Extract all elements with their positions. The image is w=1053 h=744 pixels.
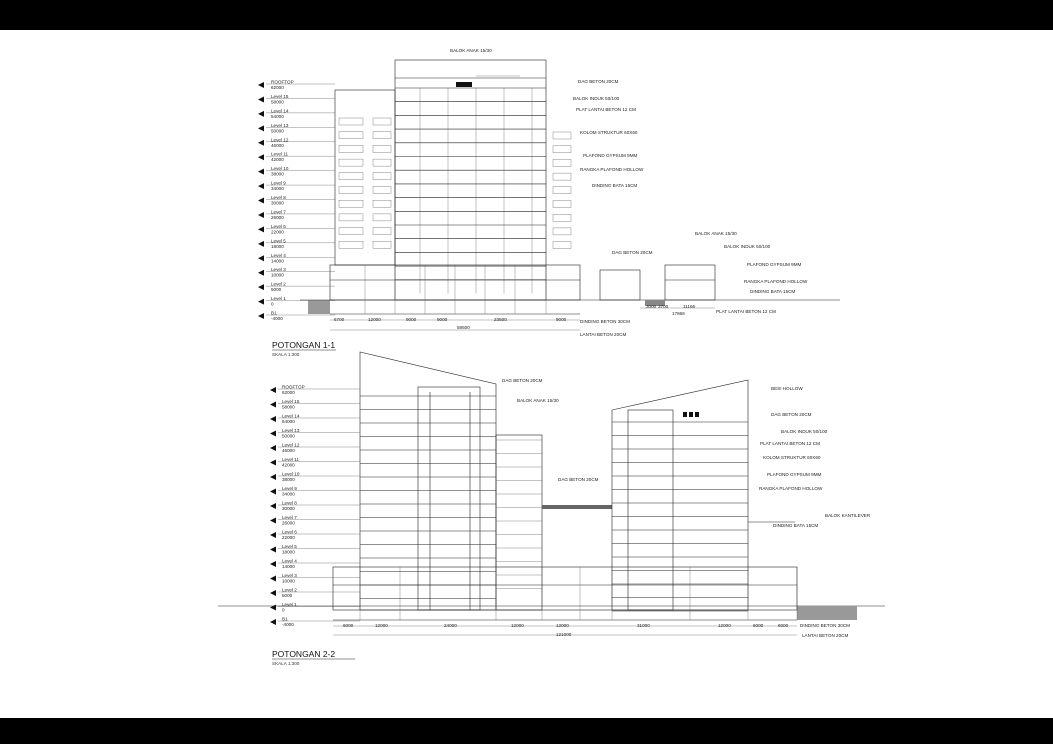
roof-equipment xyxy=(456,82,472,87)
level-elevation: 0 xyxy=(271,301,274,307)
annotation-label: DAG BETON 20CM xyxy=(578,79,619,84)
level-name: B1 xyxy=(271,310,277,316)
level-marker-icon xyxy=(258,270,264,276)
level-elevation: 5000 xyxy=(282,593,293,598)
dimension-value: 24000 xyxy=(444,623,457,628)
window-right xyxy=(553,146,571,153)
annotation-label: DAG BETON 20CM xyxy=(771,412,812,417)
level-name: Level 8 xyxy=(271,195,286,200)
annotation-label: DAG BETON 20CM xyxy=(558,477,599,482)
dimension-value: 3700 xyxy=(658,304,669,309)
annotation-label: PLAFOND GYPSUM 9MM xyxy=(583,153,638,158)
dimension-value: 12000 xyxy=(511,623,524,628)
dimension-value: 12000 xyxy=(368,317,381,322)
level-name: Level 2 xyxy=(271,281,286,287)
level-marker-icon xyxy=(258,212,264,218)
level-elevation: 46000 xyxy=(271,142,284,148)
tower-floor-slabs xyxy=(395,88,546,294)
sky-bridge xyxy=(542,505,612,509)
level-marker-icon xyxy=(270,387,276,393)
level-elevation: 10000 xyxy=(282,578,295,584)
annotation-label: RANGKA PLAFOND HOLLOW xyxy=(759,486,823,491)
level-elevation: 18000 xyxy=(282,549,295,555)
level-name: Level 3 xyxy=(271,267,286,273)
window-left-a xyxy=(339,228,363,235)
window-left-a xyxy=(339,145,363,152)
tower-outline xyxy=(395,60,546,300)
window-left-b xyxy=(373,132,391,139)
level-name: Level 7 xyxy=(271,209,286,215)
level-marker-icon xyxy=(258,183,264,189)
podium-2-columns xyxy=(360,567,797,620)
podium-2-outline xyxy=(333,567,797,610)
level-marker-icon xyxy=(270,431,276,437)
level-marker-icon xyxy=(258,284,264,290)
annotation-label: PLAFOND GYPSUM 9MM xyxy=(767,472,822,477)
right-wing-windows xyxy=(553,132,571,249)
annotation-label: PLAFOND GYPSUM 9MM xyxy=(747,262,802,267)
dimension-value: 11166 xyxy=(683,304,696,309)
podium-columns xyxy=(365,265,546,314)
window-left-b xyxy=(373,159,391,166)
level-name: Level 3 xyxy=(282,573,297,578)
window-left-b xyxy=(373,241,391,248)
middle-block-floors xyxy=(496,440,542,589)
level-marker-icon xyxy=(270,402,276,408)
level-name: Level 10 xyxy=(271,166,289,172)
level-elevation: 5000 xyxy=(271,287,282,293)
level-marker-icon xyxy=(258,241,264,247)
level-name: B1 xyxy=(282,616,288,622)
section-1-1 xyxy=(258,48,840,357)
dimension-value: 6000 xyxy=(343,623,354,628)
level-name: Level 6 xyxy=(271,223,286,229)
middle-block-outline xyxy=(496,435,542,610)
level-marker-icon xyxy=(270,503,276,509)
level-marker-icon xyxy=(270,518,276,524)
level-name: Level 6 xyxy=(282,529,297,535)
window-left-b xyxy=(373,118,391,125)
level-elevation: -4000 xyxy=(271,316,283,321)
annotation-label: DINDING BATA 15CM xyxy=(592,183,638,188)
soil-hatch-2 xyxy=(797,606,857,620)
level-elevation: 62000 xyxy=(271,85,284,90)
window-left-a xyxy=(339,241,363,248)
annotation-label: KOLOM STRUKTUR 60X60 xyxy=(580,130,638,135)
level-name: Level 5 xyxy=(271,238,286,244)
level-marker-icon xyxy=(270,445,276,451)
level-elevation: 50000 xyxy=(282,433,295,439)
level-name: Level 1 xyxy=(282,602,297,607)
level-elevation: 14000 xyxy=(271,258,284,264)
annex-stair xyxy=(600,270,640,300)
left-core xyxy=(418,387,480,610)
dimension-value: 12000 xyxy=(718,623,731,628)
left-wing-windows xyxy=(339,118,391,248)
level-name: Level 14 xyxy=(271,108,289,114)
section-drawing xyxy=(0,30,1053,718)
window-right xyxy=(553,214,571,221)
level-elevation: 34000 xyxy=(282,491,295,497)
level-elevation: 22000 xyxy=(282,535,295,540)
section-2-title: POTONGAN 2-2 xyxy=(272,649,336,659)
annotation-label: PLAT LANTAI BETON 12 CM xyxy=(716,309,776,314)
level-name: Level 12 xyxy=(282,442,300,448)
window-right xyxy=(553,228,571,235)
window-right xyxy=(553,242,571,249)
level-name: Level 8 xyxy=(282,500,297,506)
level-name: Level 11 xyxy=(282,457,300,462)
level-elevation: 50000 xyxy=(271,128,284,134)
dimension-value: 23500 xyxy=(494,317,507,322)
level-marker-icon xyxy=(270,576,276,582)
section-1-scale: SKALA 1:300 xyxy=(272,352,300,357)
level-name: Level 9 xyxy=(282,486,297,491)
annotation-label: BALOK KANTILEVER xyxy=(825,513,871,518)
section-2-scale: SKALA 1:300 xyxy=(272,661,300,666)
level-marker-icon xyxy=(258,226,264,232)
level-elevation: 18000 xyxy=(271,243,284,249)
level-name: ROOFTOP xyxy=(271,79,294,85)
section-1-title: POTONGAN 1-1 xyxy=(272,340,336,350)
dimension-value: 17866 xyxy=(672,311,685,316)
window-left-a xyxy=(339,118,363,125)
level-name: Level 14 xyxy=(282,413,300,419)
window-left-a xyxy=(339,200,363,207)
window-right xyxy=(553,201,571,208)
right-core xyxy=(628,410,673,610)
level-marker-icon xyxy=(258,82,264,88)
dimension-value: 31000 xyxy=(637,623,650,628)
level-elevation: 58000 xyxy=(271,99,284,105)
dimension-value: 59500 xyxy=(457,325,470,330)
left-tower-floors xyxy=(360,396,496,599)
dimension-value: 121000 xyxy=(556,632,572,637)
level-marker-icon xyxy=(258,299,264,305)
window-left-a xyxy=(339,214,363,221)
level-elevation: 42000 xyxy=(282,462,295,468)
level-elevation: 14000 xyxy=(282,564,295,569)
annotation-label: DAG BETON 20CM xyxy=(612,250,653,255)
window-right xyxy=(553,159,571,166)
window-left-b xyxy=(373,145,391,152)
window-left-a xyxy=(339,187,363,194)
level-elevation: 42000 xyxy=(271,157,284,163)
level-marker-icon xyxy=(270,590,276,596)
window-right xyxy=(553,187,571,194)
annotation-label: PLAT LANTAI BETON 12 CM xyxy=(576,107,636,112)
level-elevation: 38000 xyxy=(282,477,295,482)
level-marker-icon xyxy=(258,125,264,131)
window-left-b xyxy=(373,214,391,221)
level-marker-icon xyxy=(258,198,264,204)
level-marker-icon xyxy=(270,547,276,553)
annotation-label: KOLOM STRUKTUR 60X60 xyxy=(763,455,821,460)
level-elevation: 54000 xyxy=(282,419,295,424)
level-name: Level 4 xyxy=(271,252,286,258)
annotation-label: BALOK ANAK 15/30 xyxy=(450,48,492,53)
level-name: Level 10 xyxy=(282,471,300,477)
annotation-label: BALOK ANAK 15/30 xyxy=(695,231,737,236)
level-marker-icon xyxy=(270,561,276,567)
annotation-label: DAG BETON 20CM xyxy=(502,378,543,383)
level-name: Level 4 xyxy=(282,558,297,564)
dimension-value: 6700 xyxy=(334,317,345,322)
annotation-label: BALOK INDUK 50/100 xyxy=(781,429,828,434)
level-name: Level 2 xyxy=(282,587,297,593)
soil-hatch xyxy=(308,300,330,314)
annotation-label: PLAT LANTAI BETON 12 CM xyxy=(760,441,820,446)
level-marker-icon xyxy=(270,605,276,611)
dimension-value: 12000 xyxy=(375,623,388,628)
level-elevation: 30000 xyxy=(282,506,295,511)
window-left-b xyxy=(373,187,391,194)
dimension-value: 12000 xyxy=(556,623,569,628)
level-elevation: 62000 xyxy=(282,390,295,395)
level-elevation: 22000 xyxy=(271,229,284,235)
level-name: Level 5 xyxy=(282,544,297,549)
roof-equip-2 xyxy=(689,412,693,417)
level-elevation: 10000 xyxy=(271,272,284,278)
level-marker-icon xyxy=(258,111,264,117)
level-name: Level 11 xyxy=(271,151,289,157)
level-name: Level 13 xyxy=(282,428,300,433)
right-tower-outline xyxy=(612,380,748,610)
level-marker-icon xyxy=(270,416,276,422)
level-marker-icon xyxy=(258,96,264,102)
annex-outline xyxy=(665,265,715,300)
annotation-label: LANTAI BETON 20CM xyxy=(580,332,627,337)
level-markers-2 xyxy=(270,385,360,628)
window-left-b xyxy=(373,228,391,235)
level-marker-icon xyxy=(270,460,276,466)
level-elevation: -4000 xyxy=(282,622,294,627)
annotation-label: BALOK ANAK 15/30 xyxy=(517,398,559,403)
level-name: Level 1 xyxy=(271,296,286,302)
annotation-label: BESI HOLLOW xyxy=(771,386,803,391)
window-left-a xyxy=(339,173,363,180)
level-marker-icon xyxy=(258,255,264,261)
level-name: Level 15 xyxy=(282,399,300,404)
window-right xyxy=(553,173,571,180)
annotation-label: BALOK INDUK 50/100 xyxy=(573,96,620,101)
level-elevation: 26000 xyxy=(282,520,295,526)
section-2-2 xyxy=(218,352,885,666)
dimension-value: 6000 xyxy=(753,623,764,628)
level-elevation: 30000 xyxy=(271,200,284,206)
level-marker-icon xyxy=(270,532,276,538)
annotation-label: RANGKA PLAFOND HOLLOW xyxy=(744,279,808,284)
level-marker-icon xyxy=(258,154,264,160)
dimension-value: 6000 xyxy=(778,623,789,628)
annotation-labels xyxy=(450,48,808,337)
annotation-label: DINDING BATA 15CM xyxy=(750,289,796,294)
annotation-label: DINDING BETON 30CM xyxy=(800,623,850,628)
level-name: Level 13 xyxy=(271,122,289,128)
annotation-label: DINDING BATA 15CM xyxy=(773,523,819,528)
right-tower-floors xyxy=(612,422,748,611)
level-name: Level 9 xyxy=(271,180,286,186)
annotation-label: RANGKA PLAFOND HOLLOW xyxy=(580,167,644,172)
window-right xyxy=(553,132,571,139)
level-marker-icon xyxy=(258,140,264,146)
level-elevation: 58000 xyxy=(282,404,295,410)
dimension-value: 9000 xyxy=(556,317,567,322)
level-name: ROOFTOP xyxy=(282,384,305,390)
window-left-a xyxy=(339,132,363,139)
left-wing-outline xyxy=(335,90,395,265)
level-name: Level 12 xyxy=(271,137,289,143)
level-elevation: 34000 xyxy=(271,186,284,192)
level-marker-icon xyxy=(270,489,276,495)
window-left-b xyxy=(373,200,391,207)
level-elevation: 26000 xyxy=(271,214,284,220)
dimension-value: 3000 xyxy=(646,304,657,309)
annotation-label: DINDING BETON 30CM xyxy=(580,319,630,324)
annotation-label: LANTAI BETON 20CM xyxy=(802,633,849,638)
dimension-value: 9000 xyxy=(437,317,448,322)
level-elevation: 38000 xyxy=(271,171,284,177)
level-marker-icon xyxy=(258,313,264,319)
level-name: Level 7 xyxy=(282,515,297,520)
drawing-sheet xyxy=(0,30,1053,718)
dimension-value: 9000 xyxy=(406,317,417,322)
level-marker-icon xyxy=(258,169,264,175)
roof-equip-1 xyxy=(683,412,687,417)
level-name: Level 15 xyxy=(271,93,289,99)
roof-equip-3 xyxy=(695,412,699,417)
level-elevation: 54000 xyxy=(271,113,284,119)
annotation-label: BALOK INDUK 50/100 xyxy=(724,244,771,249)
window-left-a xyxy=(339,159,363,166)
level-marker-icon xyxy=(270,619,276,625)
level-markers xyxy=(258,80,335,322)
level-elevation: 46000 xyxy=(282,448,295,453)
window-left-b xyxy=(373,173,391,180)
level-elevation: 0 xyxy=(282,607,285,613)
level-marker-icon xyxy=(270,474,276,480)
